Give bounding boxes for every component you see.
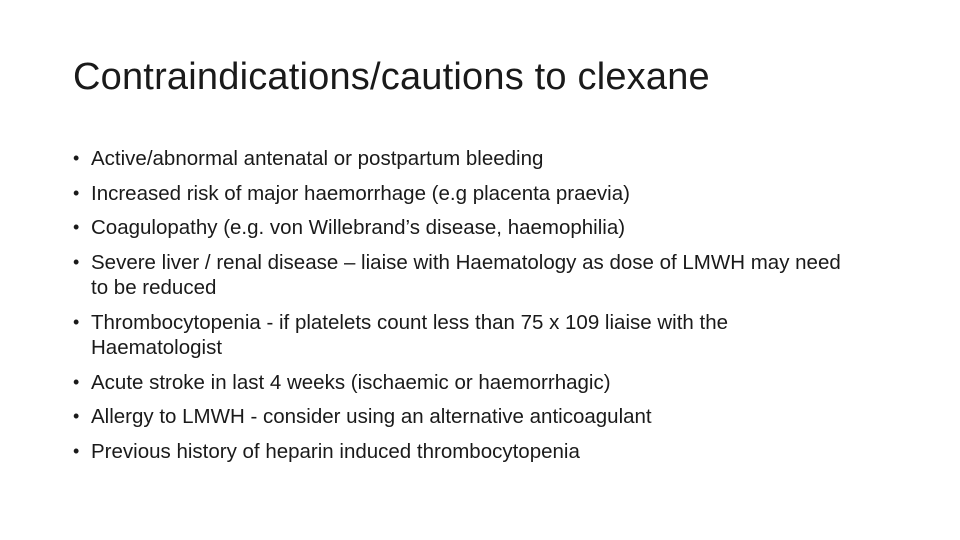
bullet-item: • Active/abnormal antenatal or postpartum bleeding (73, 146, 853, 172)
bullet-item: • Thrombocytopenia - if platelets count less than 75 x 109 liaise with the Haematologist (73, 310, 853, 361)
bullet-item: • Previous history of heparin induced thrombocytopenia (73, 439, 853, 465)
bullet-item: • Allergy to LMWH - consider using an alternative anticoagulant (73, 404, 853, 430)
bullet-item: • Acute stroke in last 4 weeks (ischaemic or haemorrhagic) (73, 370, 853, 396)
bullet-item: • Increased risk of major haemorrhage (e.g placenta praevia) (73, 181, 853, 207)
bullet-list (73, 146, 853, 473)
slide-title: Contraindications/cautions to clexane (73, 56, 710, 98)
bullet-item: • Coagulopathy (e.g. von Willebrand’s disease, haemophilia) (73, 215, 853, 241)
bullet-item: • Severe liver / renal disease – liaise with Haematology as dose of LMWH may need to be reduced (73, 250, 853, 301)
